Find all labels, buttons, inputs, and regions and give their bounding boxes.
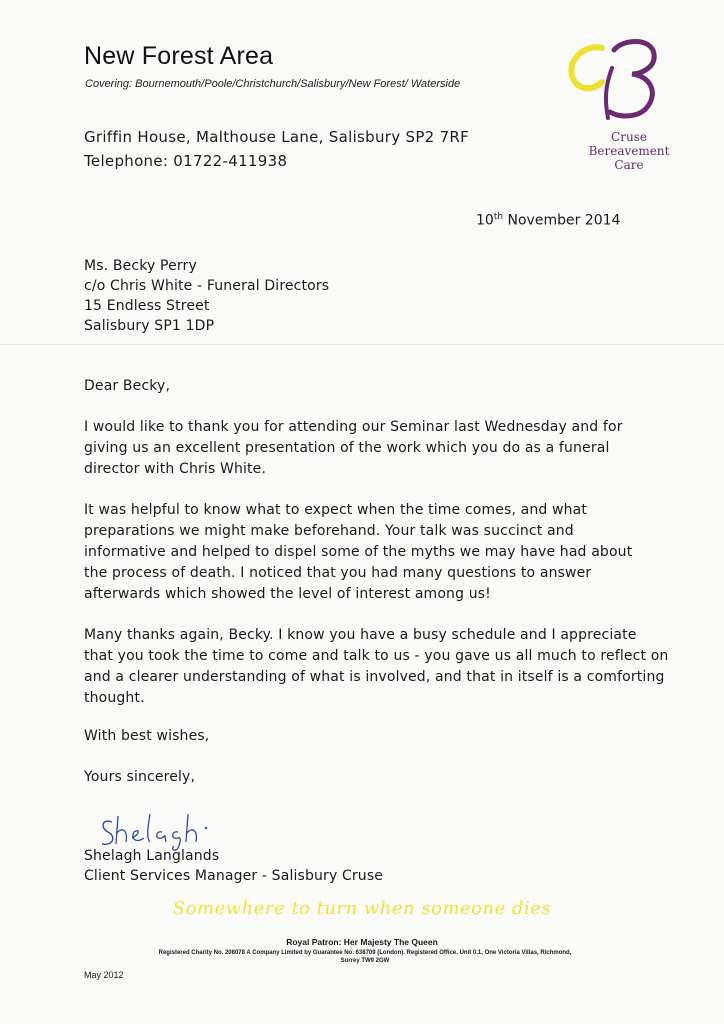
org-address: Griffin House, Malthouse Lane, Salisbury SP2 7RF xyxy=(84,128,470,146)
body-line: the process of death. I noticed that you had many questions to answer xyxy=(84,565,592,581)
body-line: and a clearer understanding of what is involved, and that in itself is a comforting xyxy=(84,669,665,685)
body-line: It was helpful to know what to expect when the time comes, and what xyxy=(84,502,588,518)
cruse-logo-mark xyxy=(562,34,674,124)
logo-text-3: Care xyxy=(614,158,644,172)
org-title: New Forest Area xyxy=(84,42,274,70)
body-line: preparations we might make beforehand. Your talk was succinct and xyxy=(84,523,574,539)
recipient-line: c/o Chris White - Funeral Directors xyxy=(84,278,330,294)
date-suffix: th xyxy=(493,212,504,222)
cruse-logo xyxy=(562,34,674,182)
signatory-name: Shelagh Langlands xyxy=(84,848,220,864)
paper-fold-line xyxy=(0,344,724,345)
org-telephone: Telephone: 01722-411938 xyxy=(84,152,288,170)
handwritten-signature xyxy=(96,808,226,852)
body-line: thought. xyxy=(84,690,145,706)
royal-patron: Royal Patron: Her Majesty The Queen xyxy=(286,937,438,947)
registration-line-2: Surrey TW9 2GW xyxy=(340,958,390,964)
date-day: 10 xyxy=(476,212,494,229)
salutation: Dear Becky, xyxy=(84,378,171,394)
logo-text-1: Cruse xyxy=(611,130,647,144)
registration-line-1: Registered Charity No. 208078 A Company Limited by Guarantee No. 638709 (London). Registered Office. Unit 0.1, One Victoria Villas, Richmond, xyxy=(158,950,572,956)
logo-text-2: Bereavement xyxy=(588,144,670,158)
body-line: afterwards which showed the level of interest among us! xyxy=(84,586,491,602)
recipient-line: 15 Endless Street xyxy=(84,298,210,314)
covering-areas: Covering: Bournemouth/Poole/Christchurch/Salisbury/New Forest/ Waterside xyxy=(85,78,461,90)
footer-tagline: Somewhere to turn when someone dies xyxy=(172,898,552,919)
recipient-line: Salisbury SP1 1DP xyxy=(84,318,215,334)
body-line: director with Chris White. xyxy=(84,461,267,477)
body-line: I would like to thank you for attending our Seminar last Wednesday and for xyxy=(84,419,623,435)
recipient-line: Ms. Becky Perry xyxy=(84,258,197,274)
date-rest: November 2014 xyxy=(503,212,621,229)
body-line: Many thanks again, Becky. I know you have a busy schedule and I appreciate xyxy=(84,627,637,643)
body-line: that you took the time to come and talk to us - you gave us all much to reflect on xyxy=(84,648,669,664)
signatory-title: Client Services Manager - Salisbury Cruse xyxy=(84,868,384,884)
closing-wishes: With best wishes, xyxy=(84,728,210,744)
registration-details xyxy=(70,949,660,965)
letter-date xyxy=(476,212,620,229)
form-date: May 2012 xyxy=(84,970,124,980)
closing-sincerely: Yours sincerely, xyxy=(84,769,196,785)
body-line: giving us an excellent presentation of the work which you do as a funeral xyxy=(84,440,610,456)
body-line: informative and helped to dispel some of the myths we may have had about xyxy=(84,544,633,560)
